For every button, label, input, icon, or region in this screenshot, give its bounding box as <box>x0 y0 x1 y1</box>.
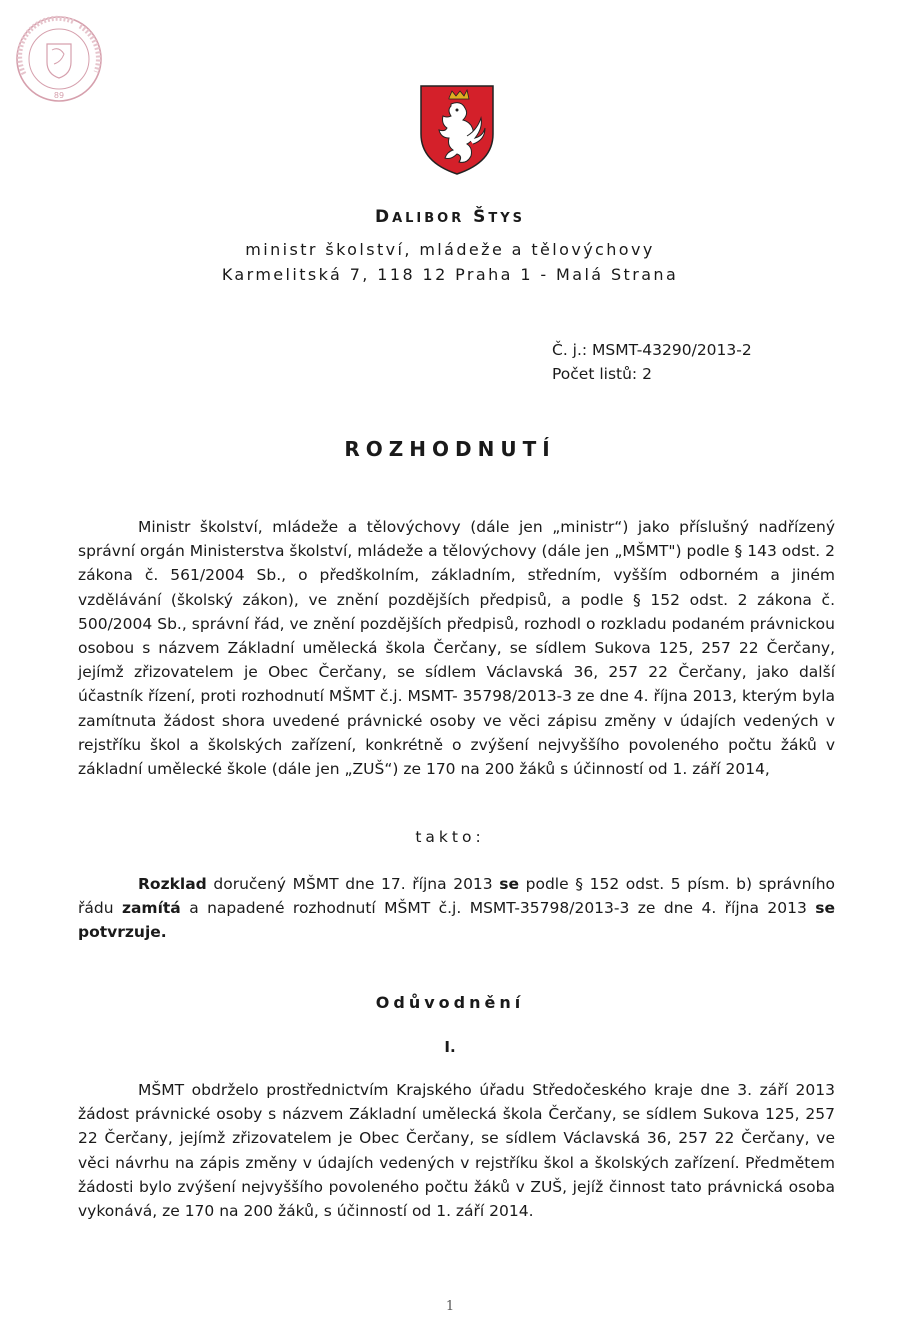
section1-paragraph: MŠMT obdrželo prostřednictvím Krajského úřadu Středočeského kraje dne 3. září 2013 žádost právnické osoby s názvem Základní umělecká škola Čerčany, se sídlem Sukova 125, 257 22 Čerčany, jejímž zřizovatelem je Obec Čerčany, se sídlem Václavská 36, 257 22 Čerčany, ve věci návrhu na zápis změny v údajích vedených v rejstříku škol a školských zařízení. Předmětem žádosti bylo zvýšení nejvyššího povoleného počtu žáků v ZUŠ, jejíž činnost tato právnická osoba vykonává, ze 170 na 200 žáků, s účinností od 1. září 2014. <box>78 1081 835 1221</box>
sheet-count: Počet listů: 2 <box>552 365 652 383</box>
takto-label: takto: <box>415 828 485 846</box>
page-number: 1 <box>445 1299 455 1314</box>
ministry-address: Karmelitská 7, 118 12 Praha 1 - Malá Strana <box>221 265 679 284</box>
document-title: ROZHODNUTÍ <box>344 437 556 461</box>
document-references <box>552 338 752 386</box>
svg-text:89: 89 <box>53 91 65 100</box>
intro-paragraph: Ministr školství, mládeže a tělovýchovy (dále jen „ministr“) jako příslušný nadřízený správní orgán Ministerstva školství, mládeže a tělovýchovy (dále jen „MŠMT") podle § 143 odst. 2 zákona č. 561/2004 Sb., o předškolním, základním, středním, vyšším odborném a jiném vzdělávání (školský zákon), ve znění pozdějších předpisů, a podle § 152 odst. 2 zákona č. 500/2004 Sb., správní řád, ve znění pozdějších předpisů, rozhodl o rozkladu podaném právnickou osobou s názvem Základní umělecká škola Čerčany, se sídlem Sukova 125, 257 22 Čerčany, jejímž zřizovatelem je Obec Čerčany, se sídlem Václavská 36, 257 22 Čerčany, jako další účastník řízení, proti rozhodnutí MŠMT č.j. MSMT- 35798/2013-3 ze dne 4. října 2013, kterým byla zamítnuta žádost shora uvedené právnické osoby ve věci zápisu změny v údajích vedených v rejstříku škol a školských zařízení, konkrétně o zvýšení nejvyššího povoleného počtu žáků v základní umělecké škole (dále jen „ZUŠ“) ze 170 na 200 žáků s účinností od 1. září 2014, <box>78 518 835 779</box>
coat-of-arms-emblem <box>419 84 495 176</box>
section-number: I. <box>444 1038 456 1056</box>
minister-position: ministr školství, mládeže a tělovýchovy <box>245 240 655 259</box>
minister-name: DALIBOR ŠTYS <box>374 207 526 227</box>
case-number: Č. j.: MSMT-43290/2013-2 <box>552 341 752 359</box>
reasoning-heading: Odůvodnění <box>375 993 525 1012</box>
decision-paragraph: Rozklad doručený MŠMT dne 17. října 2013 se podle § 152 odst. 5 písm. b) správního řádu zamítá a napadené rozhodnutí MŠMT č.j. MSMT-35798/2013-3 ze dne 4. října 2013 se potvrzuje. <box>78 875 836 942</box>
registry-stamp <box>14 14 104 104</box>
